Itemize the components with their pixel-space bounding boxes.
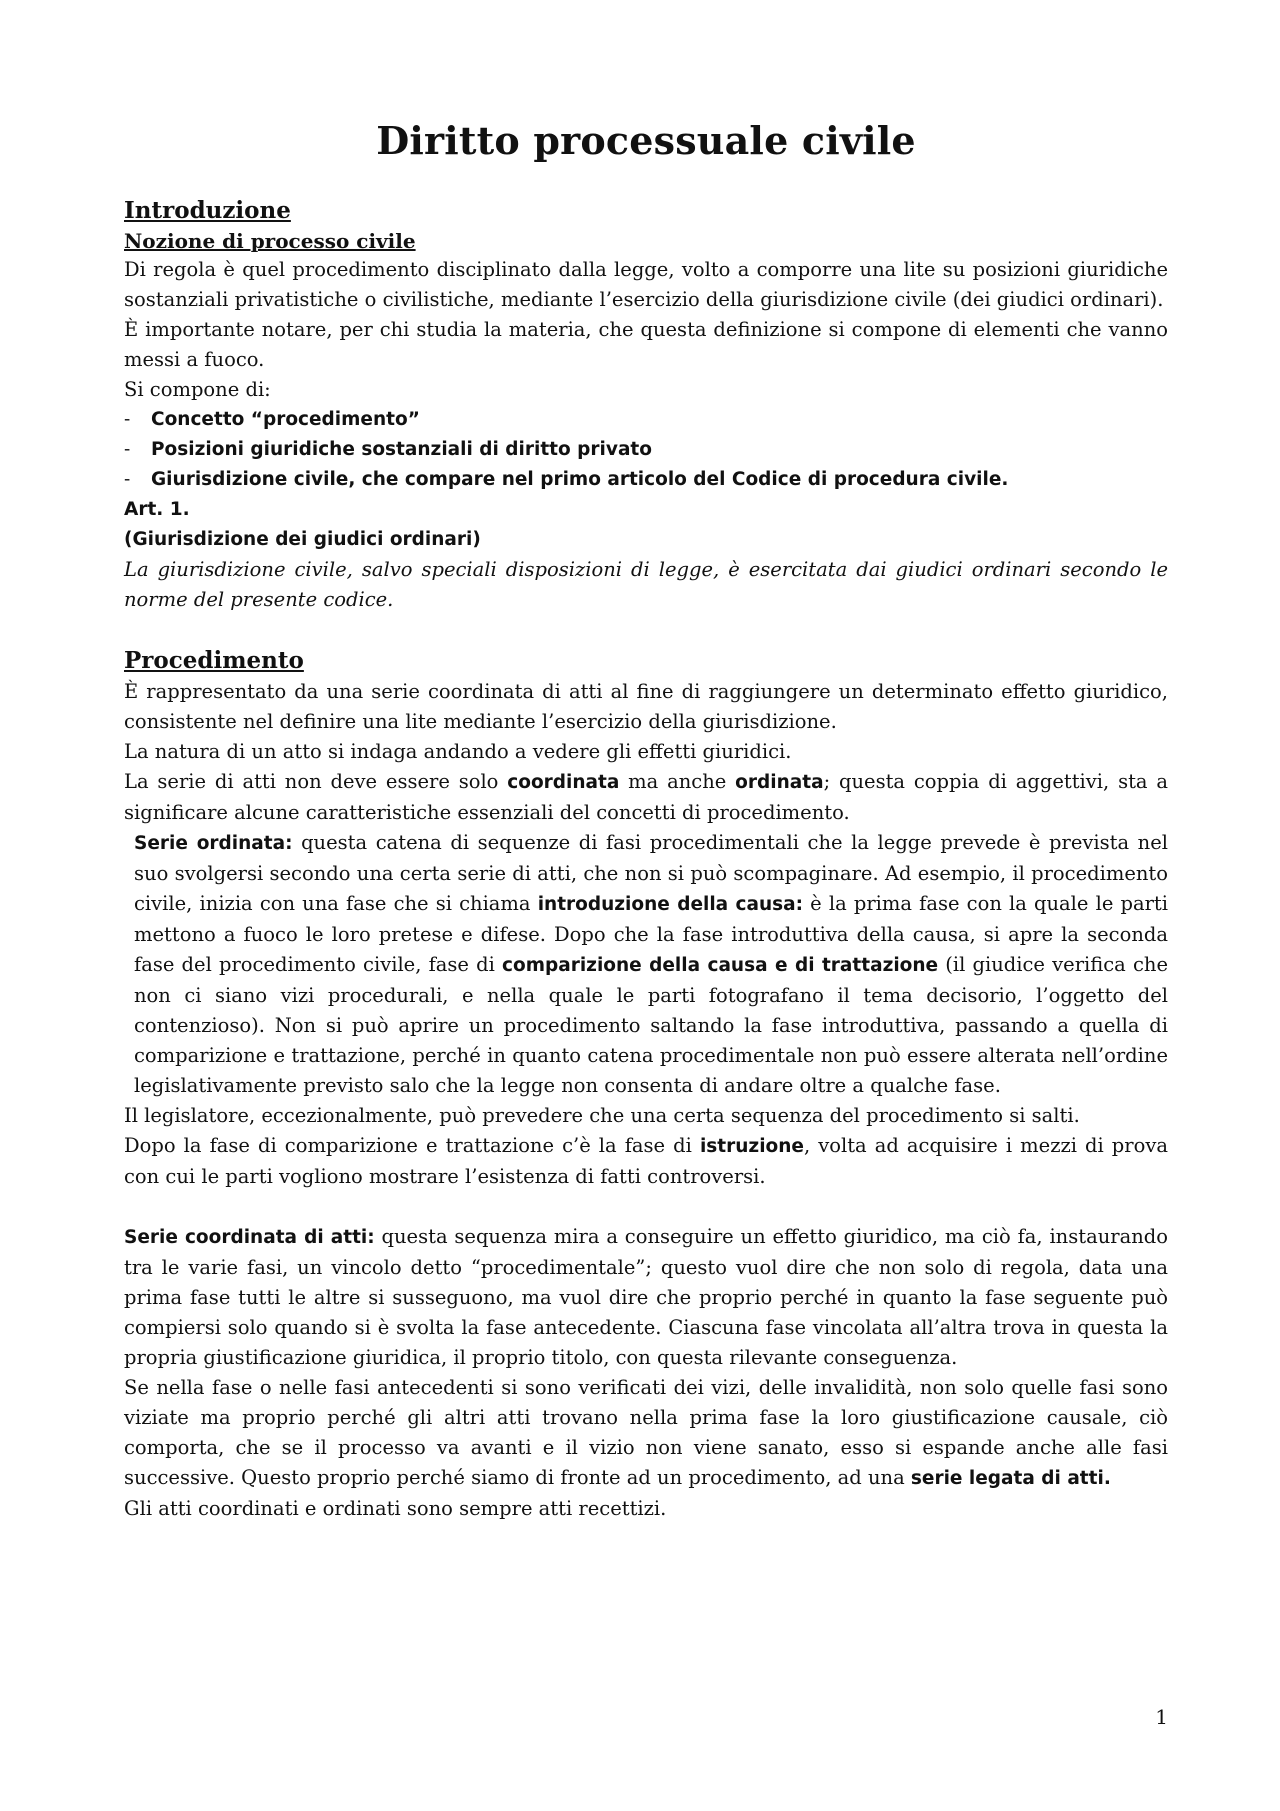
paragraph: La natura di un atto si indaga andando a vedere gli effetti giuridici. xyxy=(124,740,792,763)
page-number: 1 xyxy=(1155,1705,1168,1729)
dash-bullet: - xyxy=(124,409,131,430)
paragraph: Dopo la fase di comparizione e trattazione c’è la fase di istruzione, volta ad acquisire i mezzi di prova con cui le parti vogliono mostrare l’esistenza di fatti controversi. xyxy=(124,1134,1168,1188)
subheading-nozione: Nozione di processo civile xyxy=(124,229,416,253)
paragraph: La serie di atti non deve essere solo coordinata ma anche ordinata; questa coppia di aggettivi, sta a significare alcune caratteristiche essenziali del concetti di procedimento. xyxy=(124,770,1168,824)
paragraph: Se nella fase o nelle fasi antecedenti si sono verificati dei vizi, delle invalidità, non solo quelle fasi sono viziate ma proprio perché gli altri atti trovano nella prima fase la loro giustificazione causale, ciò comporta, che se il processo va avanti e il vizio non viene sanato, esso si espande anche alle fasi successive. Questo proprio perché siamo di fronte ad un procedimento, ad una serie legata di atti. xyxy=(124,1376,1168,1489)
component-list xyxy=(124,405,1168,495)
paragraph: Di regola è quel procedimento disciplinato dalla legge, volto a comporre una lite su posizioni giuridiche sostanziali privatistiche o civilistiche, mediante l’esercizio della giurisdizione civile (dei giudici ordinari). xyxy=(124,258,1168,311)
document-page xyxy=(124,118,1168,1524)
article-label: Art. 1. xyxy=(124,499,190,520)
paragraph: Si compone di: xyxy=(124,378,271,401)
paragraph-serie-coordinata: Serie coordinata di atti: questa sequenza mira a conseguire un effetto giuridico, ma ciò fa, instaurando tra le varie fasi, un vincolo detto “procedimentale”; questo vuol dire che non solo di regola, data una prima fase tutti le altre si susseguono, ma vuol dire che proprio perché in quanto la fase seguente può compiersi solo quando si è svolta la fase antecedente. Ciascuna fase vincolata all’altra trova in questa la propria giustificazione giuridica, il proprio titolo, con questa rilevante conseguenza. xyxy=(124,1225,1169,1369)
list-item: - Giurisdizione civile, che compare nel primo articolo del Codice di procedura civile. xyxy=(124,465,1168,495)
article-text: La giurisdizione civile, salvo speciali disposizioni di legge, è esercitata dai giudici ordinari secondo le norme del presente codice. xyxy=(124,558,1168,611)
paragraph: È importante notare, per chi studia la materia, che questa definizione si compone di elementi che vanno messi a fuoco. xyxy=(124,318,1168,371)
document-title: Diritto processuale civile xyxy=(376,118,916,163)
dash-bullet: - xyxy=(124,469,131,490)
dash-bullet: - xyxy=(124,439,131,460)
section-heading-procedimento: Procedimento xyxy=(124,647,304,674)
article-title: (Giurisdizione dei giudici ordinari) xyxy=(124,529,481,550)
section-heading-introduzione: Introduzione xyxy=(124,197,291,224)
list-item: - Concetto “procedimento” xyxy=(124,405,1168,435)
paragraph: È rappresentato da una serie coordinata di atti al fine di raggiungere un determinato effetto giuridico, consistente nel definire una lite mediante l’esercizio della giurisdizione. xyxy=(124,680,1168,733)
list-item: - Posizioni giuridiche sostanziali di diritto privato xyxy=(124,435,1168,465)
paragraph: Il legislatore, eccezionalmente, può prevedere che una certa sequenza del procedimento si salti. xyxy=(124,1104,1080,1127)
paragraph-serie-ordinata: Serie ordinata: questa catena di sequenze di fasi procedimentali che la legge prevede è prevista nel suo svolgersi secondo una certa serie di atti, che non si può scompaginare. Ad esempio, il procedimento civile, inizia con una fase che si chiama introduzione della causa: è la prima fase con la quale le parti mettono a fuoco le loro pretese e difese. Dopo che la fase introduttiva della causa, si apre la seconda fase del procedimento civile, fase di comparizione della causa e di trattazione (il giudice verifica che non ci siano vizi procedurali, e nella quale le parti fotografano il tema decisorio, l’oggetto del contenzioso). Non si può aprire un procedimento saltando la fase introduttiva, passando a quella di comparizione e trattazione, perché in quanto catena procedimentale non può essere alterata nell’ordine legislativamente previsto salo che la legge non consenta di andare oltre a qualche fase. xyxy=(134,831,1168,1097)
paragraph: Gli atti coordinati e ordinati sono sempre atti recettizi. xyxy=(124,1497,667,1520)
